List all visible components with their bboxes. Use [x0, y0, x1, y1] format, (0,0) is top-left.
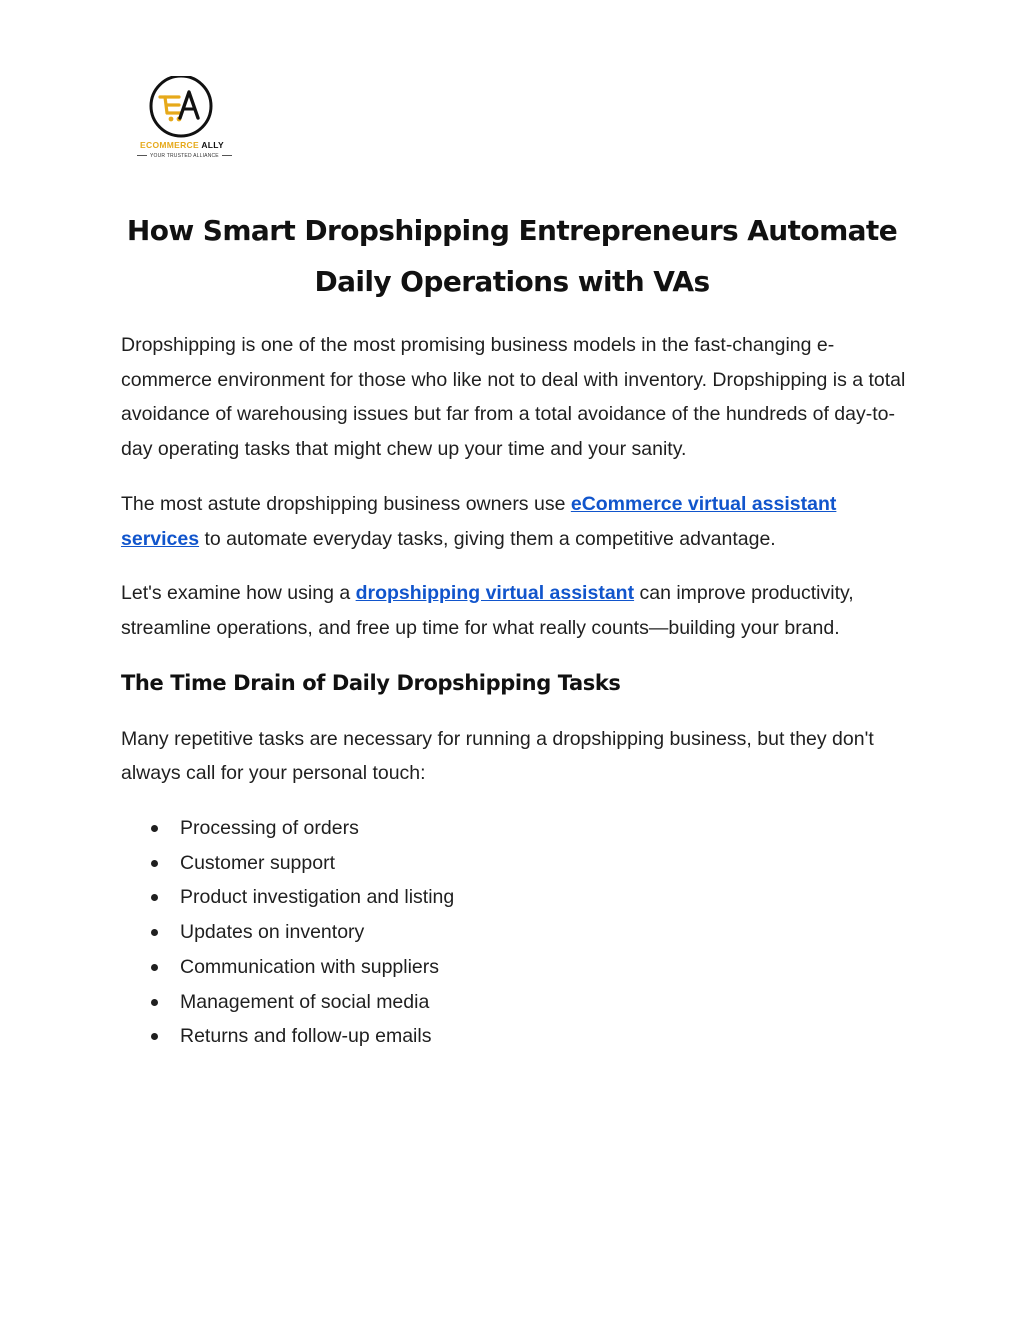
list-item-text: Processing of orders — [180, 817, 359, 840]
list-item — [151, 915, 906, 950]
section-paragraph: Many repetitive tasks are necessary for running a dropshipping business, but they don't always call for your personal touch: — [121, 727, 874, 785]
list-item — [151, 846, 906, 881]
list-item-text: Updates on inventory — [180, 921, 365, 944]
list-item — [151, 1019, 906, 1054]
logo-tagline-text: YOUR TRUSTED ALLIANCE — [150, 153, 219, 159]
bullet-icon — [151, 999, 158, 1006]
list-item-text: Management of social media — [180, 990, 430, 1013]
logo-wordmark — [134, 140, 230, 150]
brand-logo — [134, 76, 230, 166]
ecommerce-va-services-link[interactable]: eCommerce virtual assistant services — [121, 492, 837, 550]
task-list — [121, 811, 906, 1054]
intro-paragraph-1: Dropshipping is one of the most promising business models in the fast-changing e-commerce environment for those who like not to deal with inventory. Dropshipping is a total avoidance of warehousing issues but far from a total avoidance of the hundreds of day-to-day operating tasks that might chew up your time and your sanity. — [121, 334, 906, 461]
list-item-text: Returns and follow-up emails — [180, 1025, 432, 1048]
dropshipping-va-link[interactable]: dropshipping virtual assistant — [355, 582, 635, 605]
list-item — [151, 950, 906, 985]
logo-wordmark-primary: ECOMMERCE — [140, 140, 199, 150]
intro-paragraph-2-tail: to automate everyday tasks, giving them a competitive advantage. — [199, 527, 776, 550]
list-item-text: Communication with suppliers — [180, 955, 440, 978]
list-item-text: Customer support — [180, 851, 335, 874]
list-item — [151, 880, 906, 915]
intro-paragraph-3-tail: can improve productivity, streamline operations, and free up time for what really counts—building your brand. — [121, 582, 854, 639]
page-title: How Smart Dropshipping Entrepreneurs Automate Daily Operations with VAs — [126, 214, 898, 298]
bullet-icon — [151, 894, 158, 901]
intro-paragraph-2 — [121, 487, 906, 556]
intro-paragraph-2-lead: The most astute dropshipping business owners use — [121, 492, 571, 515]
intro-paragraph-3-lead: Let's examine how using a — [121, 582, 356, 605]
bullet-icon — [151, 929, 158, 936]
logo-tagline — [134, 153, 230, 159]
bullet-icon — [151, 860, 158, 867]
article-body — [121, 328, 906, 1054]
section-heading: The Time Drain of Daily Dropshipping Tasks — [121, 670, 621, 695]
list-item — [151, 985, 906, 1020]
logo-wordmark-secondary: ALLY — [201, 140, 224, 150]
bullet-icon — [151, 964, 158, 971]
list-item — [151, 811, 906, 846]
bullet-icon — [151, 825, 158, 832]
list-item-text: Product investigation and listing — [180, 886, 455, 909]
bullet-icon — [151, 1033, 158, 1040]
intro-paragraph-3 — [121, 576, 906, 645]
shopping-cart-logo-icon — [134, 76, 230, 140]
